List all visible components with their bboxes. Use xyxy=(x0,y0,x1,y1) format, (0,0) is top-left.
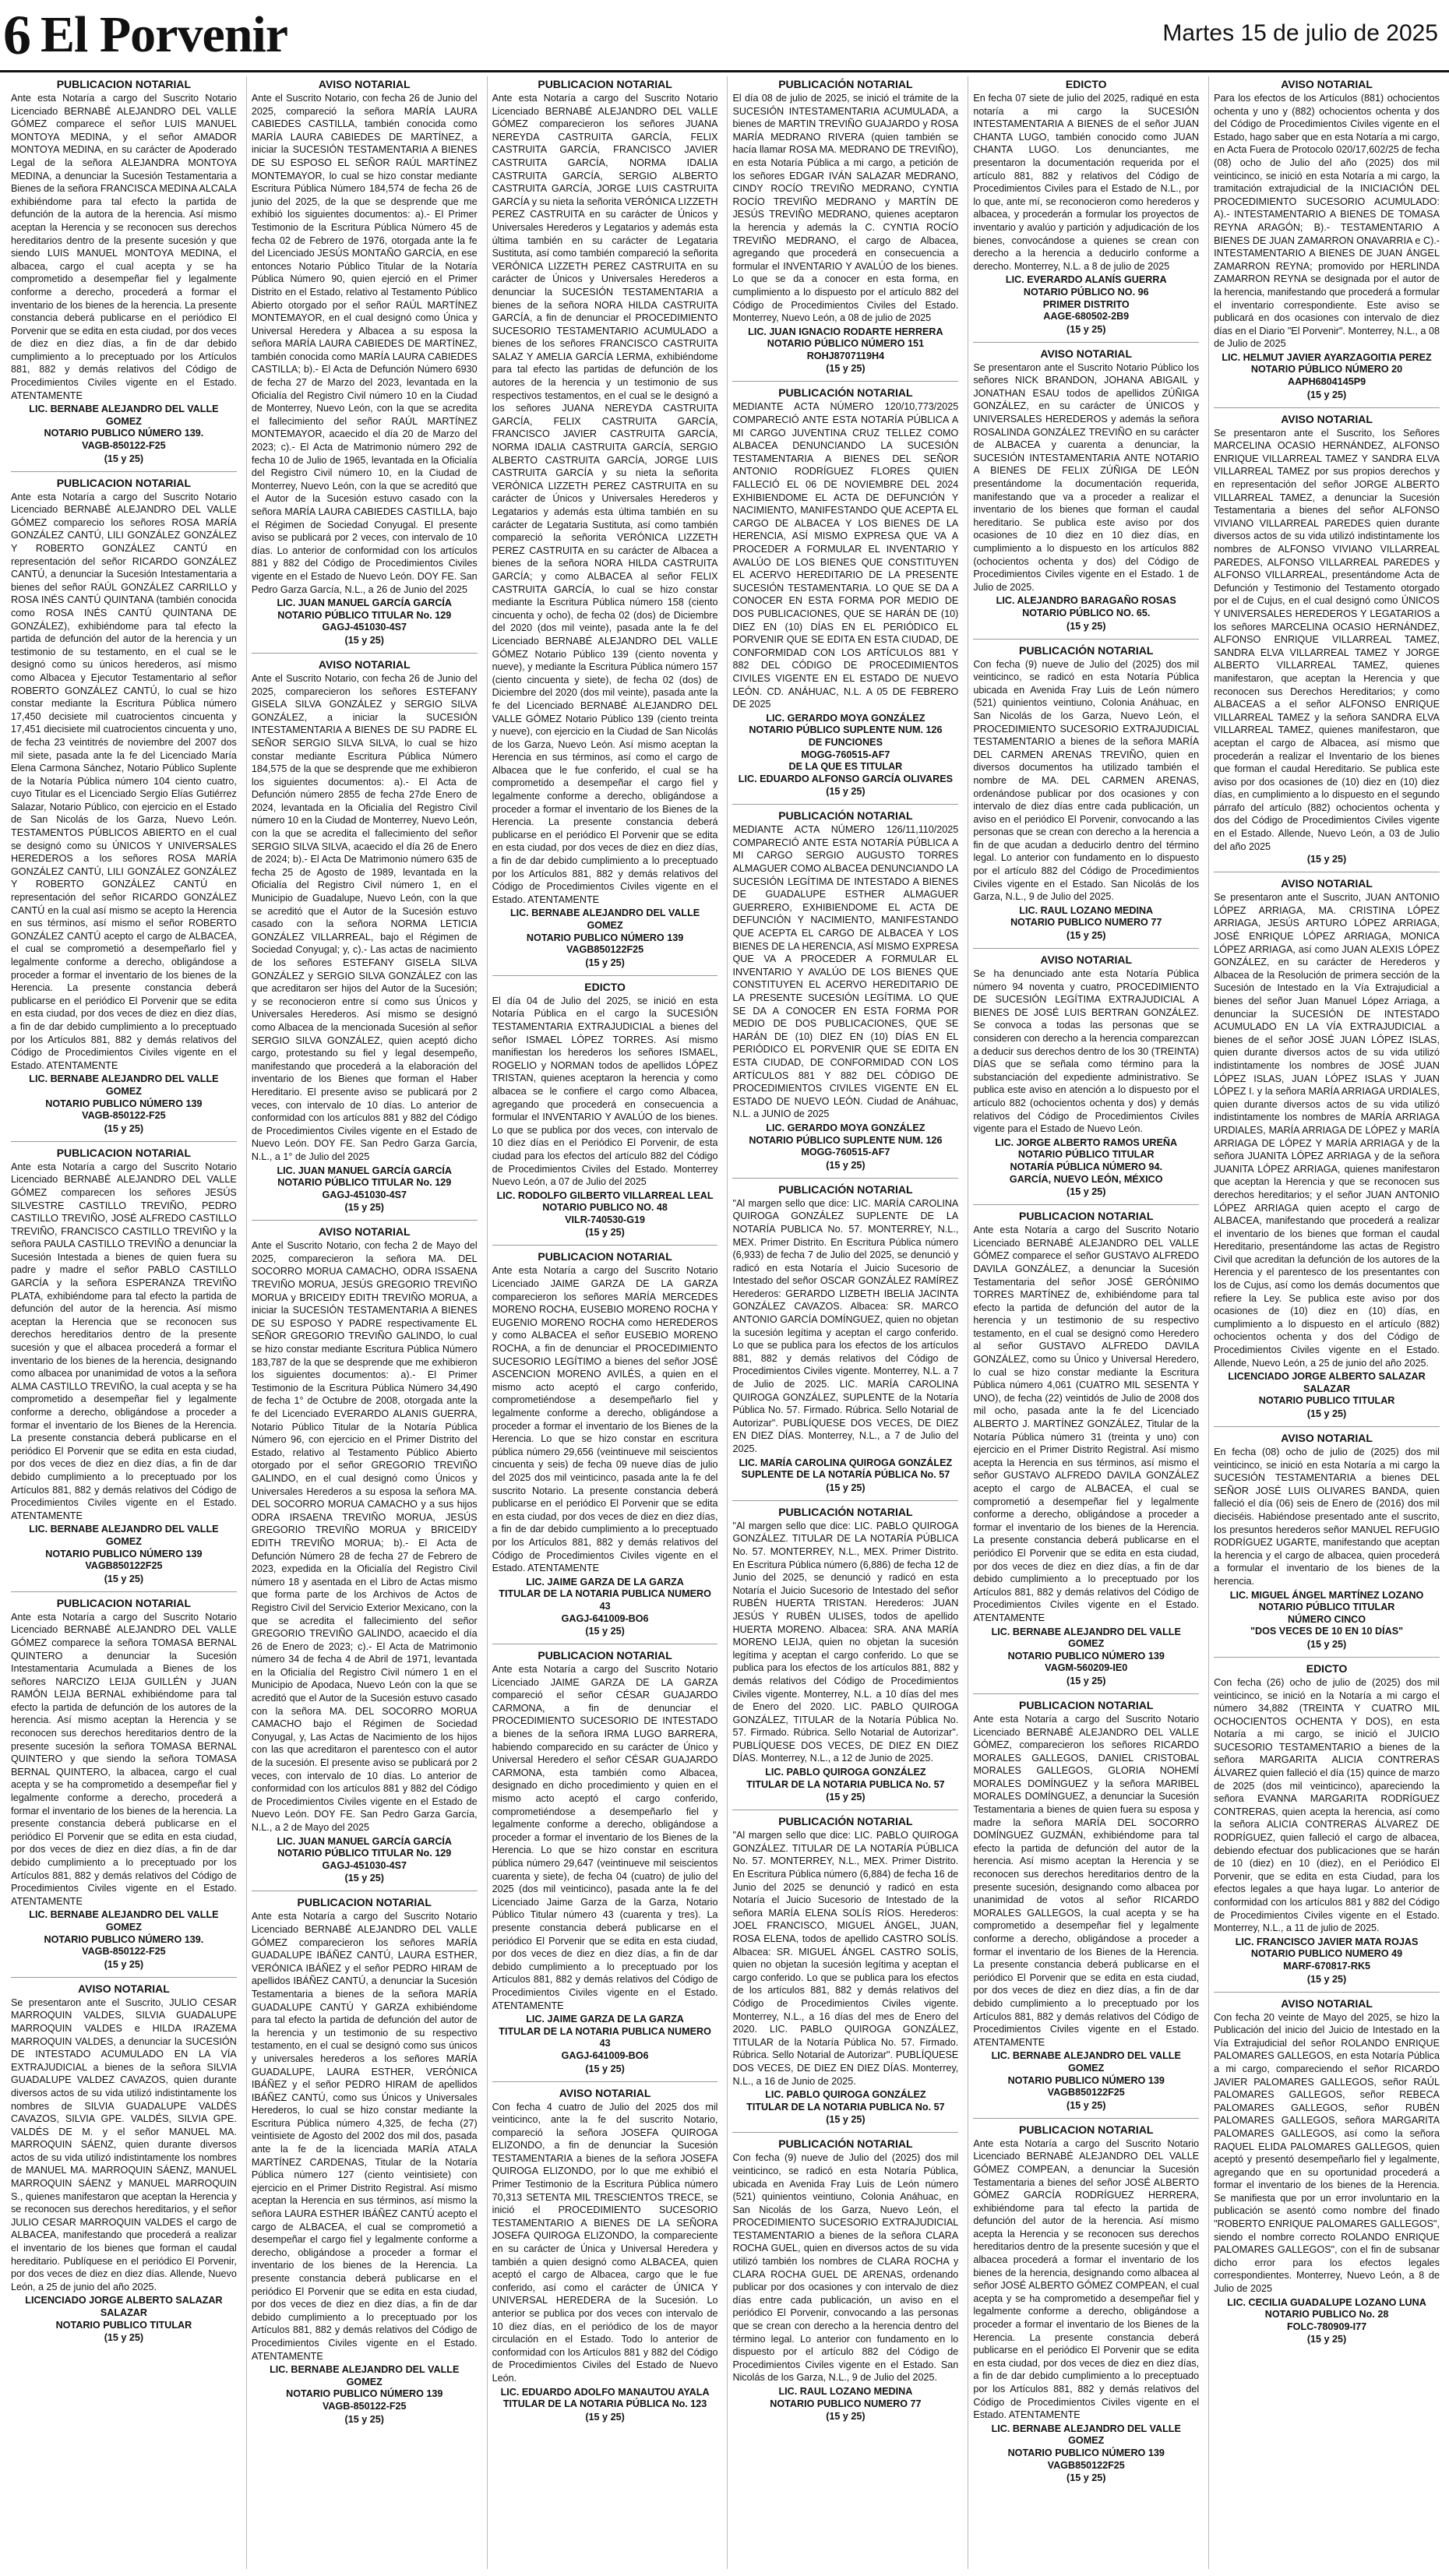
publication-dates: (15 y 25) xyxy=(1306,854,1347,865)
notice-title: AVISO NOTARIAL xyxy=(318,657,411,671)
legal-notice xyxy=(732,2137,958,2423)
legal-notice xyxy=(732,809,958,1171)
legal-notice xyxy=(252,658,478,1214)
notice-signature: LIC. FRANCISCO JAVIER MATA ROJAS NOTARIO PUBLICO NUMERO 49 MARF-670817-RK5 xyxy=(1235,1936,1419,1972)
publication-dates: (15 y 25) xyxy=(104,1573,144,1584)
notice-divider xyxy=(973,639,1199,640)
notice-title: PUBLICACION NOTARIAL xyxy=(538,78,672,90)
notice-signature: LIC. GERARDO MOYA GONZÁLEZ NOTARIO PÚBLICO SUPLENTE NUM. 126 DE FUNCIONES MOGG-760515-AF7 DE LA QUE ES TITULAR LIC. EDUARDO ALFONSO GARCÍA OLIVARES xyxy=(738,712,953,784)
publication-dates: (15 y 25) xyxy=(826,1482,866,1493)
notice-divider xyxy=(492,1245,718,1246)
notice-title: PUBLICACION NOTARIAL xyxy=(1019,1698,1154,1711)
notice-title: EDICTO xyxy=(1065,78,1107,90)
publication-dates: (15 y 25) xyxy=(1066,620,1106,632)
masthead xyxy=(0,0,1449,72)
publication-dates: (15 y 25) xyxy=(104,1958,144,1970)
publication-dates: (15 y 25) xyxy=(344,2413,384,2425)
legal-notice xyxy=(11,78,237,465)
notice-body: Se presentaron ante el Suscrito, JUAN ANTONIO LÓPEZ ARRIAGA, MA. CRISTINA LÓPEZ ARRIAGA, JESÚS ARTURO LÓPEZ ARRIAGA, JOSÉ ENRIQUE LÓPEZ ARRIAGA, MONICA LÓPEZ ARRIAGA, así como JUAN ALEXIS LÓPEZ GONZÁLEZ, en su carácter de Herederos y Albacea de la Resolución de primera sección de la Sucesión de Intestado en la Vía Extrajudicial a bienes del señor Juan Manuel López Arriaga, a denunciar la SUCESIÓN DE INTESTADO ACUMULADO EN LA VÍA EXTRAJUDICIAL a bienes de el señor JOSÉ JUAN LÓPEZ ISLAS, quien durante diversos actos de su vida utilizó indistintamente los nombres de JOSÉ JUAN LÓPEZ ISLAS, JUAN LÓPEZ ISLAS Y JUAN LÓPEZ I. y la señora MARÍA ARRIAGA URDIALES, quien durante diversos actos de su vida utilizó indistintamente los nombres de MARÍA ARRIAGA URDIALES, MARÍA ARRIAGA DE LÓPEZ y MARÍA ARRIAGA DE LÓPEZ Y MARÍA ARRIAGA y de la señora JUANITA LÓPEZ ARRIAGA y de la señora JUANITA LÓPEZ ARRIAGA, quienes manifestaron que aceptan la Herencia y que se reconocen sus derechos hereditarios; y el señor JUAN ANTONIO LÓPEZ ARRIAGA quien acepto el cargo de ALBACEA, manifestando que procederá a realizar el inventario de los bienes que forman el caudal Hereditario, presentándome las actas de Registro Civil que acreditan la defunción de los autores de la Herencia y el parentesco de los presentantes con los de Cujus, así como los demás documentos que refiere la Ley. Se publica este aviso por dos ocasiones de (10) diez en (10) días, en cumplimiento a lo dispuesto en el artículo (882) ochocientos ochenta y dos del Código de Procedimientos Civiles vigente en el Estado. Allende, Nuevo León, a 25 de junio del año 2025. xyxy=(1214,892,1440,1369)
notice-title: PUBLICACIÓN NOTARIAL xyxy=(778,809,913,823)
publication-dates: (15 y 25) xyxy=(104,453,144,464)
notice-title: PUBLICACION NOTARIAL xyxy=(56,1596,192,1609)
notice-body: Ante esta Notaría a cargo del Suscrito Notario Licenciado BERNABÉ ALEJANDRO DEL VALLE GÓMEZ comparecieron los señores MARÍA GUADALUPE IBÁÑEZ CANTÚ, LAURA ESTHER, VERÓNICA IBÁÑEZ y el señor PEDRO HIRAM de apellidos IBÁÑEZ CANTÚ, a denunciar la Sucesión Testamentaria a bienes de la señora MARÍA GUADALUPE CANTÚ Y GARZA exhibiéndome para tal efecto la partida de defunción del autor de la herencia y un testimonio de su respectivo testamento, en el cual se designó como sus únicos y universales herederos a los señores MARÍA GUADALUPE, LAURA ESTHER, VERÓNICA IBÁÑEZ y el señor PEDRO HIRAM de apellidos IBÁÑEZ CANTÚ, como sus Únicos y Universales Herederos, lo cual se hizo constar mediante la Escritura Pública número 4,325, de fecha (27) veintisiete de Agosto del 2002 dos mil dos, pasada ante la fe de la licenciada MARÍA ATALA MARTÍNEZ CARDENAS, Titular de la Notaría Pública número 127 (ciento veintisiete) con ejercicio en el Primer Distrito Registral. Así mismo aceptan la Herencia en sus términos, así mismo la señora LAURA ESTHER IBÁÑEZ CANTÚ acepto el cargo de ALBACEA, el cual se comprometió a desempeñar el cargo fiel y legalmente conforme a derecho, obligándose a proceder a formar el inventario de los bienes de la Herencia. La presente constancia deberá publicarse en el periódico El Porvenir que se edita en esta ciudad, por dos veces de diez en diez días, a fin de dar debido cumplimiento a lo preceptuado por los Artículos 881, 882 y demás relativos del Código de Procedimientos Civiles vigente en el Estado. ATENTAMENTE xyxy=(251,1911,478,2362)
publication-dates: (15 y 25) xyxy=(344,634,384,646)
notice-title: AVISO NOTARIAL xyxy=(318,1225,411,1239)
notice-body: Se presentaron ante el Suscrito Notario Público los señores NICK BRANDON, JOHANA ABIGAIL y JONATHAN ESAU todos de apellidos ZÚÑIGA GONZÁLEZ, en su carácter de ÚNICOS y UNIVERSALES HEREDEROS y además la señora ROSALINDA GONZÁLEZ TREVIÑO en su carácter de ALBACEA y cuarenta a denunciar, la SUCESIÓN INTESTAMENTARIA ANTE NOTARIO A BIENES DE FELIX ZÚÑIGA DE LEÓN presentándome la documentación requerida, manifestando que va a proceder a realizar el inventario de los bienes que forman el caudal hereditario. Se publica este aviso por dos ocasiones de 10 diez en 10 diez días, en cumplimiento a lo dispuesto en los artículos 882 (ochocientos ochenta y dos) del Código de Procedimientos Civiles vigente en el Estado. 1 de Julio de 2025. xyxy=(973,361,1200,593)
notice-body: Se ha denunciado ante esta Notaría Pública número 94 noventa y cuatro, PROCEDIMIENTO DE SUCESIÓN LEGÍTIMA EXTRAJUDICIAL A BIENES DE JOSÉ LUIS BERTRAN GONZÁLEZ. Se convoca a todas las personas que se consideren con derecho a la herencia comparezcan a deducir sus derechos dentro de los 30 (TREINTA) DÍAS que se señala como término para la substanciación del expediente administrativo. Se publica este aviso en atención a lo dispuesto por el artículo 882 (ochocientos ochenta y dos) y demás relativos del Código de Procedimientos Civiles vigente para el Estado de Nuevo León. xyxy=(973,968,1200,1135)
notice-title: PUBLICACION NOTARIAL xyxy=(56,476,192,489)
notice-body: Se presentaron ante el Suscrito, JULIO CESAR MARROQUIN VALDES, SILVIA GUADALUPE MARROQUIN VALDES e HILDA IRAZEMA MARROQUIN VALDES, a denunciar la SUCESIÓN DE INTESTADO ACUMULADO EN LA VÍA EXTRAJUDICIAL a bienes de la señora SILVIA GUADALUPE VALDEZ CAVAZOS, quien durante diversos actos de su vida utilizó indistintamente los nombres de SILVIA GUADALUPE VALDÉS CAVAZOS, SILVIA GPE. VALDÉS, SILVIA GPE. VALDÉS DE M. y el señor MANUEL MA. MARROQUIN SÁENZ, quien durante diversos actos de su vida utilizó indistintamente los nombres de MANUEL MA. MARROQUIN SÁENZ, MANUEL MARROQUIN SÁENZ y MANUEL MARROQUIN S., quienes manifestaron que aceptan la Herencia y se reconocen sus derechos hereditarios, y el señor JULIO CESAR MARROQUIN VALDES el cargo de ALBACEA, manifestando que procederá a realizar el inventario de los bienes que forman el caudal hereditario. Publíquese en el periódico El Porvenir, por dos veces de diez en diez días. Allende, Nuevo León, a 25 de junio del año 2025. xyxy=(11,1996,237,2292)
notice-title: PUBLICACION NOTARIAL xyxy=(56,1146,192,1159)
notice-divider xyxy=(252,653,478,654)
notice-body: Ante el Suscrito Notario, con fecha 26 de Junio del 2025, comparecieron los señores ESTEFANY GISELA SILVA GONZÁLEZ y SERGIO SILVA GONZÁLEZ, a iniciar la SUCESIÓN INTESTAMENTARIA A BIENES DE SU PADRE EL SEÑOR SERGIO SILVA SILVA, lo cual se hizo constar mediante Escritura Pública Número 184,575 de la que se desprende que me exhibieron los siguientes documentos: a).- El Acta de Defunción número 2855 de fecha 27de Enero de 2024, levantada en la Oficialía del Registro Civil número 10 en la Ciudad de Monterrey, Nuevo León, con la que se acredita el fallecimiento del señor SERGIO SILVA SILVA, acaecido el día 26 de Enero de 2024; b).- El Acta De Matrimonio número 635 de fecha 25 de Agosto de 1989, levantada en la Oficialía del Registro Civil número 1, en el Municipio de Guadalupe, Nuevo León, con la que se acreditó que el Autor de la Sucesión estuvo casado con la señora NORMA LETICIA GONZÁLEZ VILLARREAL, bajo el Régimen de Sociedad Conyugal; y, c).- Las actas de nacimiento de los señores ESTEFANY GISELA SILVA GONZÁLEZ y SERGIO SILVA GONZÁLEZ con las que acreditaron ser hijos del Autor de la Sucesión; y se reconocieron entre sí como sus Únicos y Universales Herederos. Así mismo se designó como Albacea de la mencionada Sucesión al señor SERGIO SILVA GONZÁLEZ, quien aceptó dicho cargo, protestando su fiel y legal desempeño, manifestando que procederá a la elaboración del inventario de los Bienes que forman el Haber Hereditario. El presente aviso se publicará por 2 veces, con intervalo de 10 días. Lo anterior de conformidad con los artículos 881 y 882 del Código de Procedimientos Civiles vigente en el Estado de Nuevo León. DOY FE. San Pedro Garza García, N.L., a 1° de Julio del 2025 xyxy=(251,672,478,1162)
notice-body: Ante el Suscrito Notario, con fecha 26 de Junio del 2025, compareció la señora MARÍA LAURA CABIEDES CASTILLA, también conocida como MARÍA LAURA CABIEDES DE MARTÍNEZ, a iniciar la SUCESIÓN TESTAMENTARIA A BIENES DE SU ESPOSO EL SEÑOR RAÚL MARTÍNEZ MONTEMAYOR, lo cual se hizo constar mediante Escritura Pública Número 184,574 de fecha 26 de junio del 2025, de la que se desprende que me exhibió los siguientes documentos: a).- El Primer Testimonio de la Escritura Pública Número 45 de fecha 02 de Febrero de 1976, otorgada ante la fe del Licenciado JESÚS MONTAÑO GARCÍA, en ese entonces Notario Público Titular de la Notaría Pública Número 90, quien ejerció en el Primer Distrito en el Estado, relativo al Testamento Público Abierto otorgado por el señor RAÚL MARTÍNEZ MONTEMAYOR, en el cual designó como Única y Universal Heredera y Albacea a su esposa la señora MARÍA LAURA CABIEDES DE MARTÍNEZ, también conocida como MARÍA LAURA CABIEDES CASTILLA; b).- El Acta de Defunción Número 6930 de fecha 27 de Marzo del 2023, levantada en la Oficialía del Registro Civil número 10 en la Ciudad de Monterrey, Nuevo León, con la que se acredita el fallecimiento del señor RAÚL MARTÍNEZ MONTEMAYOR, acaecido el día 20 de Marzo del 2023; c).- El Acta de Matrimonio número 292 de fecha 10 de Julio de 1965, levantada en la Oficialía del Registro Civil número 10, en la Ciudad de Monterrey, Nuevo León, con la que se acreditó que el Autor de la Sucesión estuvo casado con la señora MARÍA LAURA CABIEDES CASTILLA, bajo el Régimen de Sociedad Conyugal. El presente aviso se publicará por 2 veces, con intervalo de 10 días. Lo anterior de conformidad con los artículos 881 y 882 del Código de Procedimientos Civiles vigente en el Estado de Nuevo León. DOY FE. San Pedro Garza García, N.L., a 26 de Junio del 2025 xyxy=(251,93,478,595)
notice-divider xyxy=(973,1693,1199,1694)
publication-dates: (15 y 25) xyxy=(826,1792,866,1803)
notice-signature: LIC. JORGE ALBERTO RAMOS UREÑA NOTARIO PÚBLICO TITULAR NOTARÍA PÚBLICA NÚMERO 94. GARCÍA, NUEVO LEÓN, MÉXICO xyxy=(995,1136,1178,1185)
legal-notice xyxy=(492,981,718,1239)
notice-body: MEDIANTE ACTA NÚMERO 120/10,773/2025 COMPARECIÓ ANTE ESTA NOTARÍA PÚBLICA A MI CARGO JUVENTINA CRUZ TELLEZ COMO ALBACEA DENUNCIANDO LA SUCESIÓN TESTAMENTARIA A BIENES DEL SEÑOR ANTONIO RODRÍGUEZ FLORES QUIEN FALLECIÓ EL 06 DE NOVIEMBRE DEL 2024 EXHIBIENDOME EL ACTA DE DEFUNCIÓN Y NACIMIENTO, MANIFESTANDO QUE ACEPTA EL CARGO DE ALBACEA Y LOS BIENES DE LA HERENCIA, ASÍ MISMO EXPRESA QUE VA A PROCEDER A FORMULAR EL INVENTARIO Y AVALÚO DE LOS BIENES QUE CONSTITUYEN EL ACERVO HEREDITARIO DE LA PRESENTE SUCESIÓN TESTAMENTARIA. LO QUE SE DA A CONOCER EN ESTA FORMA POR MEDIO DE DOS PUBLICACIONES, QUE SE HARÁN DE (10) DIEZ EN (10) DÍAS EN EL PERIÓDICO EL PORVENIR QUE SE EDITA EN ESTA CIUDAD, DE CONFORMIDAD CON LOS ARTÍCULOS 881 Y 882 DEL CÓDIGO DE PROCEDIMIENTOS CIVILES VIGENTE EN EL ESTADO DE NUEVO LEÓN. CD. ANÁHUAC, N.L. A 05 DE FEBRERO DE 2025 xyxy=(732,401,959,710)
legal-notice xyxy=(252,1225,478,1884)
legal-notice xyxy=(973,347,1199,633)
notice-signature: LIC. ALEJANDRO BARAGAÑO ROSAS NOTARIO PÚBLICO NO. 65. xyxy=(996,595,1176,618)
publication-dates: (15 y 25) xyxy=(1066,1186,1106,1198)
notice-body: Ante esta Notaría a cargo del Suscrito Notario Licenciado BERNABÉ ALEJANDRO DEL VALLE GÓMEZ comparecieron los señores JUANA NEREYDA CASTRUITA GARCÍA, FELIX CASTRUITA GARCÍA, FRANCISCO JAVIER CASTRUITA GARCÍA, NORMA IDALIA CASTRUITA GARCÍA, SERGIO ALBERTO CASTRUITA GARCÍA, JORGE LUIS CASTRUITA GARCÍA y su nieta la señorita VERÓNICA LIZZETH PEREZ CASTRUITA en su carácter de Únicos y Universales Herederos y Legatarios y además esta última también en su carácter de Legataria Sustituta, así como también compareció la señorita VERÓNICA LIZZETH PEREZ CASTRUITA en su carácter de Únicos y Universales Herederos a denunciar la SUCESIÓN TESTAMENTARIA a bienes de la señora NORA HILDA CASTRUITA GARCÍA, a fin de denunciar el PROCEDIMIENTO SUCESORIO TESTAMENTARIO ACUMULADO a bienes de los señores FRANCISCO CASTRUITA SALAZ Y AMELIA GARCÍA LERMA, exhibiéndome para tal efecto las partidas de defunción de los autores de la herencia y un testimonio de sus respectivos testamentos, en el cual se le designó a los señores JUANA NEREYDA CASTRUITA GARCÍA, FELIX CASTRUITA GARCÍA, FRANCISCO JAVIER CASTRUITA GARCÍA, NORMA IDALIA CASTRUITA GARCÍA, SERGIO ALBERTO CASTRUITA GARCÍA, JORGE LUIS CASTRUITA GARCÍA y su nieta la señorita VERÓNICA LIZZETH PEREZ CASTRUITA en su carácter de Únicos y Universales Herederos y Legatarios y además esta última también en su carácter de Legataria Sustituta, así como también compareció la señorita VERÓNICA LIZZETH PEREZ CASTRUITA en su carácter de Albacea a bienes de la señora NORA HILDA CASTRUITA GARCÍA; y como ALBACEA al señor FELIX CASTRUITA GARCÍA, lo cual se hizo constar mediante la Escritura Pública número 158 (ciento cincuenta y ocho), de fecha 02 (dos) de Diciembre del 2020 (dos mil veinte), pasada ante la fe del Licenciado BERNABÉ ALEJANDRO DEL VALLE GÓMEZ Notario Público 139 (ciento noventa y nueve), y mediante la Escritura Pública número 157 (ciento cincuenta y siete), de fecha 02 (dos) de Diciembre del 2020 (dos mil veinte), pasada ante la fe del Licenciado BERNABÉ ALEJANDRO DEL VALLE GÓMEZ Notario Público 139 (ciento treinta y nueve), con ejercicio en la Ciudad de San Nicolás de los Garza, Nuevo León. Así mismo aceptan la Herencia en sus términos, así como el cargo de Albacea que le fue conferido, el cual se ha comprometido a desempeñar el cargo fiel y legalmente conforme a derecho, obligándose a proceder a formar el inventario de los Bienes de la Herencia. La presente constancia deberá publicarse en el periódico El Porvenir que se edita en esta ciudad, por dos veces de diez en diez días, a fin de dar debido cumplimiento a lo preceptuado por los Artículos 881, 882 y demás relativos del Código de Procedimientos Civiles vigente en el Estado. ATENTAMENTE xyxy=(492,93,718,905)
notice-signature: LIC. BERNABE ALEJANDRO DEL VALLE GOMEZ NOTARIO PUBLICO NÚMERO 139. VAGB-850122-F25 xyxy=(29,403,219,452)
notice-divider xyxy=(973,342,1199,343)
legal-notice xyxy=(973,644,1199,942)
notice-divider xyxy=(732,804,958,805)
legal-notice xyxy=(492,1649,718,2074)
legal-notice xyxy=(732,1815,958,2126)
notice-signature: LIC. BERNABE ALEJANDRO DEL VALLE GOMEZ NOTARIO PUBLICO NÚMERO 139. VAGB-850122-F25 xyxy=(29,1909,219,1958)
notice-signature: LIC. JAIME GARZA DE LA GARZA TITULAR DE LA NOTARIA PUBLICA NUMERO 43 GAGJ-641009-BO6 xyxy=(499,1576,711,1624)
publication-dates: (15 y 25) xyxy=(826,1159,866,1171)
notice-title: AVISO NOTARIAL xyxy=(1281,877,1373,890)
notice-signature: LIC. PABLO QUIROGA GONZÁLEZ TITULAR DE LA NOTARIA PUBLICA No. 57 xyxy=(746,1767,945,1790)
notice-body: Ante esta Notaría a cargo del Suscrito Notario Licenciado BERNABÉ ALEJANDRO DEL VALLE GÓMEZ comparece el señor GUSTAVO ALFREDO DAVILA GONZÁLEZ, a denunciar la Sucesión Testamentaria del señor JOSÉ GERÓNIMO TORRES MARTÍNEZ de, exhibiéndome para tal efecto la partida de defunción del autor de la herencia y un testimonio de su respectivo testamento, en el cual se designó como Heredero al señor GUSTAVO ALFREDO DAVILA GONZÁLEZ, como su Único y Universal Heredero, lo cual se hizo constar mediante la Escritura Pública número 4,061 (CUATRO MIL SESENTA Y UNO), de fecha (22) veintidós de Julio de 2008 dos mil ocho, pasada ante la fe del Licenciado ALBERTO J. MARTÍNEZ GONZÁLEZ, Titular de la Notaría Pública número 31 (treinta y uno) con ejercicio en el Primer Distrito Registral. Así mismo acepta la Herencia en sus términos, así mismo el señor GUSTAVO ALFREDO DAVILA GONZÁLEZ acepto el cargo de ALBACEA, el cual se comprometió a desempeñar fiel y legalmente conforme a derecho, obligándose a proceder a formar el inventario de los bienes de la Herencia. La presente constancia deberá publicarse en el periódico El Porvenir que se edita en esta ciudad, por dos veces de diez en diez días, a fin de dar debido cumplimiento a lo preceptuado por los Artículos 881, 882 y demás relativos del Código de Procedimientos Civiles vigente en el Estado. ATENTAMENTE xyxy=(973,1225,1200,1623)
legal-notice xyxy=(973,1210,1199,1687)
issue-date: Martes 15 de julio de 2025 xyxy=(1162,20,1438,46)
notice-body: El día 08 de julio de 2025, se inició el trámite de la SUCESIÓN INTESTAMENTARIA ACUMULADA, a bienes de MARTIN TREVIÑO GUAJARDO y ROSA MARÍA MEDRANO RIVERA (quien también se hacía llamar ROSA MA. MEDRANO DE TREVIÑO), en esta Notaría Pública a mi cargo, a petición de los señores EDGAR IVÁN SALAZAR MEDRANO, CINDY ROCÍO TREVIÑO MEDRANO, CYNTIA ROCÍO TREVIÑO MEDRANO y MARTÍN DE JESÚS TREVIÑO MEDRANO, quienes aceptaron la herencia y además la C. CYNTIA ROCÍO TREVIÑO MEDRANO, el cargo de Albacea, agregando que procederá en consecuencia a formular el INVENTARIO Y AVALÚO de los bienes. Lo que se da a conocer en esta forma, en cumplimiento a lo dispuesto por el artículo 882 del Código de Procedimientos Civiles del Estado. Monterrey, Nuevo León, a 08 de julio de 2025 xyxy=(732,93,959,324)
notice-body: Con fecha 4 cuatro de Julio del 2025 dos mil veinticinco, ante la fe del suscrito Notario, compareció la señora JOSEFA QUIROGA ELIZONDO, a fin de denunciar la Sucesión TESTAMENTARIA a bienes de la señora JOSEFA QUIROGA ELIZONDO, por lo que me exhibió el Primer Testimonio de la Escritura Pública número 70,313 SETENTA MIL TRESCIENTOS TRECE, se inició el PROCEDIMIENTO SUCESORIO TESTAMENTARIO A BIENES DE LA SEÑORA JOSEFA QUIROGA ELIZONDO, la compareciente en su carácter de Única y Universal Heredera y también a quien designó como ALBACEA, quien aceptó el cargo de Albacea, cargo que le fue conferido, así como el carácter de ÚNICA Y UNIVERSAL HEREDERA de la Sucesión. Lo anterior se publica por dos veces con intervalo de 10 diez días, en el periódico de los de mayor circulación en el Estado. Todo lo anterior de conformidad con los Artículos 881 y 882 del Código de Procedimientos Civiles del Estado de Nuevo León. xyxy=(492,2101,718,2384)
classifieds-columns xyxy=(6,76,1444,2569)
notice-divider xyxy=(11,1141,237,1142)
legal-notice xyxy=(1214,413,1440,866)
legal-notice xyxy=(492,78,718,969)
notice-signature: LIC. RAUL LOZANO MEDINA NOTARIO PUBLICO NUMERO 77 xyxy=(1010,904,1162,929)
notice-divider xyxy=(1214,1992,1440,1993)
notice-title: AVISO NOTARIAL xyxy=(559,2086,651,2099)
publication-dates: (15 y 25) xyxy=(104,1122,144,1134)
notice-body: Ante el Suscrito Notario, con fecha 2 de Mayo del 2025, comparecieron la señora MA. DEL SOCORRO MORUA CAMACHO, ODRA ISSAENA TREVIÑO MORUA, JESÚS GREGORIO TREVIÑO MORUA y BRICEIDY EDITH TREVIÑO MORUA, a iniciar la SUCESIÓN TESTAMENTARIA A BIENES DE SU ESPOSO Y PADRE respectivamente EL SEÑOR GREGORIO TREVIÑO GALINDO, lo cual se hizo constar mediante Escritura Pública Número 183,787 de la que se desprende que me exhibieron los siguientes documentos: a).- El Primer Testimonio de la Escritura Pública Número 34,490 de fecha 1° de Octubre de 2008, otorgada ante la fe del Licenciado EVERARDO ALANIS GUERRA, Notario Público Titular de la Notaría Pública Número 96, con ejercicio en el Primer Distrito del Estado, relativo al Testamento Público Abierto otorgado por el señor GREGORIO TREVIÑO GALINDO, en el cual designó como Únicos y Universales Herederos a su esposa la señora MA. DEL SOCORRO MORUA CAMACHO y a sus hijos ODRA IRSAENA TREVIÑO MORUA, JESÚS GREGORIO TREVIÑO MORUA y BRICEIDY EDITH TREVIÑO MORUA; b).- El Acta de Defunción Número 28 de fecha 27 de Febrero de 2023, expedida en la Oficialía del Registro Civil número 18 y asentada en el Libro de Actas mismo que forma parte de los Archivos de Actos de Registro Civil del Servicio Exterior Mexicano, con la que se acredita el fallecimiento del señor GREGORIO TREVIÑO GALINDO, acaecido el día 26 de Enero de 2023; c).- El Acta de Matrimonio número 34 de fecha 4 de Abril de 1971, levantada en la Oficialía del Registro Civil número 1 en el Municipio de Apodaca, Nuevo León con la que se acreditó que el Autor de la Sucesión estuvo casado con la señora MA. DEL SOCORRO MORUA CAMACHO bajo el Régimen de Sociedad Conyugal, y, Las Actas de Nacimiento de los hijos con las que acreditaron el parentesco con el autor de la sucesión. El presente aviso se publicará por 2 veces, con intervalo de 10 días. Lo anterior de conformidad con los artículos 881 y 882 del Código de Procedimientos Civiles vigente en el Estado de Nuevo León. DOY FE. San Pedro Garza García, N.L., a 2 de Mayo del 2025 xyxy=(251,1240,478,1833)
publication-dates: (15 y 25) xyxy=(1066,323,1106,335)
notice-title: PUBLICACION NOTARIAL xyxy=(297,1896,432,1909)
publication-dates: (15 y 25) xyxy=(1306,1638,1347,1650)
notice-divider xyxy=(11,1977,237,1978)
publication-dates: (15 y 25) xyxy=(826,363,866,375)
notice-divider xyxy=(11,1591,237,1592)
column-1 xyxy=(6,76,242,2569)
notice-title: PUBLICACION NOTARIAL xyxy=(56,78,192,90)
legal-notice xyxy=(973,953,1199,1198)
notice-body: "Al margen sello que dice: LIC. PABLO QUIROGA GONZÁLEZ. TITULAR DE LA NOTARÍA PÚBLICA No. 57. MONTERREY, N.L., MEX. Primer Distrito. En Escritura Pública número (6,884) de fecha 16 de Junio del 2025 se denunció y radicó en esta Notaría el Juicio Sucesorio de Intestado de la señora MARÍA ELENA SOLÍS RÍOS. Herederos: JOEL FRANCISCO, MIGUEL ÁNGEL, JUAN, ROSA ELENA, todos de apellido CASTRO SOLÍS. Albacea: SR. MIGUEL ÁNGEL CASTRO SOLÍS, quien no objetan la sucesión legítima y aceptan el cargo conferido. Lo que se publica para los efectos de los artículos 881, 882 y demás relativos del Código de Procedimientos Civiles vigente. Monterrey, N.L., a 16 días del mes de Enero del 2020. LIC. PABLO QUIROGA GONZÁLEZ, TITULAR de la Notaría Pública No. 57. Firmado. Rúbrica. Sello Notarial de Autorizar". PUBLÍQUESE DOS VECES, DE DIEZ EN DIEZ DÍAS. Monterrey, N.L., a 16 de Junio de 2025. xyxy=(732,1830,959,2087)
notice-divider xyxy=(252,1220,478,1221)
publication-dates: (15 y 25) xyxy=(1066,930,1106,942)
notice-title: EDICTO xyxy=(1306,1662,1348,1675)
notice-signature: LIC. MIGUEL ÁNGEL MARTÍNEZ LOZANO NOTARIO PÚBLICO TITULAR NÚMERO CINCO "DOS VECES DE 10 EN 10 DÍAS" xyxy=(1229,1589,1424,1637)
notice-body: Se presentaron ante el Suscrito, los Señores MARCELINA OCASIO HERNÁNDEZ, ALFONSO ENRIQUE VILLARREAL TAMEZ Y SANDRA ELVA VILLARREAL TAMEZ por sus propios derechos y en representación del señor JORGE ALBERTO VILLARREAL TAMEZ, a denunciar la Sucesión Testamentaria a bienes del señor ALFONSO VIVIANO VILLARREAL PAREDES quien durante diversos actos de su vida utilizó indistintamente los nombres de ALFONSO VIVIANO VILLARREAL PAREDES, ALFONSO VILLARREAL PAREDES y ALFONSO VILLARREAL, presentándome Acta de Defunción y Testimonio del Testamento otorgado por el de Cujus, en el cual designó como ÚNICOS Y UNIVERSALES HEREDEROS Y LEGATARIOS a los señores MARCELINA OCASIO HERNÁNDEZ, ALFONSO ENRIQUE VILLARREAL TAMEZ, SANDRA ELVA VILLARREAL TAMEZ Y JORGE ALBERTO VILLARREAL TAMEZ, quienes manifestaron, que aceptan la Herencia y que reconocen sus Derechos Hereditarios; y como ALBACEAS a el señor ALFONSO ENRIQUE VILLARREAL TAMEZ y la señora SANDRA ELVA VILLARREAL TAMEZ, quienes manifestaron, que aceptan el cargo de Albacea, así mismo que procederán a realizar el Inventario de los bienes que forman el caudal Hereditario. Se publica este aviso por dos ocasiones de (10) diez en (10) diez días, en cumplimiento a lo dispuesto en el segundo párrafo del artículo (882) ochocientos ochenta y dos del Código de Procedimientos Civiles vigente en el Estado. Allende, Nuevo León, a 03 de Julio del año 2025 xyxy=(1214,427,1440,852)
notice-divider xyxy=(492,975,718,976)
notice-divider xyxy=(1214,1426,1440,1427)
notice-title: AVISO NOTARIAL xyxy=(318,78,411,90)
notice-title: EDICTO xyxy=(584,980,626,993)
notice-divider xyxy=(732,2132,958,2133)
notice-divider xyxy=(973,948,1199,949)
notice-signature: LIC. EDUARDO ADOLFO MANAUTOU AYALA TITULAR DE LA NOTARIA PÚBLICA No. 123 xyxy=(500,2386,710,2410)
legal-notice xyxy=(1214,1997,1440,2346)
legal-notice xyxy=(1214,78,1440,401)
legal-notice xyxy=(1214,1432,1440,1651)
notice-body: Ante esta Notaría a cargo del Suscrito Notario Licenciado BERNABÉ ALEJANDRO DEL VALLE GÓMEZ comparece el señor LUIS MANUEL MONTOYA MEDINA, y el señor AMADOR MONTOYA MEDINA, en su carácter de Apoderado Legal de la señora ALEJANDRA MONTOYA MEDINA, a denunciar la Sucesión Testamentaria a Bienes de la señora FRANCISCA MEDINA ALCALA exhibiéndome para tal efecto la partida de defunción de la autora de la herencia. Así mismo aceptan la Herencia y se reconocen sus derechos hereditarios dentro de la presente sucesión y que siendo LUIS MANUEL MONTOYA MEDINA, el albacea, cargo el cual acepta y se ha comprometido a desempeñar fiel y legalmente conforme a derecho, procederá a formar el inventario de los bienes de la herencia. La presente constancia deberá publicarse en el periódico El Porvenir que se edita en esta ciudad, por dos veces de diez en diez días, a fin de dar debido cumplimiento a lo preceptuado por los Artículos 881, 882 y demás relativos del Código de Procedimientos Civiles vigente en el Estado. ATENTAMENTE xyxy=(11,93,237,401)
notice-signature: LIC. BERNABE ALEJANDRO DEL VALLE GOMEZ NOTARIO PUBLICO NÚMERO 139 VAGB-850122-F25 xyxy=(29,1073,219,1122)
legal-notice xyxy=(492,2087,718,2423)
notice-divider xyxy=(492,2081,718,2082)
notice-title: AVISO NOTARIAL xyxy=(1040,347,1133,360)
notice-title: PUBLICACIÓN NOTARIAL xyxy=(778,78,913,90)
legal-notice xyxy=(11,1147,237,1585)
publication-dates: (15 y 25) xyxy=(585,1227,625,1239)
publication-dates: (15 y 25) xyxy=(585,957,625,968)
notice-signature: LICENCIADO JORGE ALBERTO SALAZAR SALAZAR NOTARIO PUBLICO TITULAR xyxy=(1228,1371,1426,1407)
page-number: 6 xyxy=(3,4,31,66)
notice-title: AVISO NOTARIAL xyxy=(1281,412,1373,425)
publication-dates: (15 y 25) xyxy=(344,1873,384,1884)
legal-notice xyxy=(252,78,478,647)
notice-title: PUBLICACION NOTARIAL xyxy=(1019,2123,1154,2136)
legal-notice xyxy=(732,1506,958,1803)
notice-body: En fecha 07 siete de julio del 2025, radiqué en esta notaría a mi cargo la SUCESIÓN INTESTAMENTARIA A BIENES de el señor JUAN CHANTA LUGO, también conocido como JUAN CHANTA LUGO. Los denunciantes, me presentaron la documentación requerida por el artículo 881, 882 y relativos del Código de Procedimientos Civiles para el Estado de N.L., por lo que, ante mí, se reconocieron como herederos y albacea, y procederán a formular los proyectos de inventario y avalúo y partición y adjudicación de los bienes, convocándose a quienes se crean con derecho a la herencia a deducirlo conforme a derecho. Monterrey, N.L. a 8 de julio de 2025 xyxy=(973,93,1200,272)
publication-dates: (15 y 25) xyxy=(585,2411,625,2423)
column-6 xyxy=(1208,76,1444,2569)
notice-signature: LIC. BERNABE ALEJANDRO DEL VALLE GOMEZ NOTARIO PUBLICO NÚMERO 139 VAGB850122F25 xyxy=(509,907,700,956)
notice-title: AVISO NOTARIAL xyxy=(1281,78,1373,90)
publication-dates: (15 y 25) xyxy=(826,786,866,798)
notice-body: Ante esta Notaría a cargo del Suscrito Notario Licenciado BERNABÉ ALEJANDRO DEL VALLE GÓMEZ comparecen los señores JESÚS SILVESTRE CASTILLO TREVIÑO, PEDRO CASTILLO TREVIÑO, JOSÉ ALFREDO CASTILLO TREVIÑO, FRANCISCO CASTILLO TREVIÑO y la señora PAULA CASTILLO TREVIÑO a denunciar la Sucesión Intestada a bienes de quien fuera su padre y madre el señor PABLO CASTILLO GARCÍA y la señora ESPERANZA TREVIÑO PLATA, exhibiéndome para tal efecto la partida de defunción del autor de la herencia. Así mismo aceptan la Herencia que se reconocen sus derechos hereditarios dentro de la presente sucesión y que el albacea procederá a formar el inventario de los bienes de la herencia, designando como albacea por unanimidad de votos a la señora ALMA CASTILLO TREVIÑO, la cual acepta y se ha comprometido a desempeñar fiel y legalmente conforme a derecho, obligándose a proceder a formar el inventario de los Bienes de la Herencia. La presente constancia deberá publicarse en el periódico El Porvenir que se edita en esta ciudad, por dos veces de diez en diez días, a fin de dar debido cumplimiento a lo preceptuado por los Artículos 881, 882 y demás relativos del Código de Procedimientos Civiles vigente en el Estado. ATENTAMENTE xyxy=(11,1161,237,1521)
notice-divider xyxy=(732,1178,958,1179)
notice-signature: LICENCIADO JORGE ALBERTO SALAZAR SALAZAR NOTARIO PUBLICO TITULAR xyxy=(25,2295,223,2331)
notice-signature: LIC. BERNABE ALEJANDRO DEL VALLE GOMEZ NOTARIO PUBLICO NÚMERO 139 VAGM-560209-IE0 xyxy=(991,1626,1181,1674)
notice-title: PUBLICACION NOTARIAL xyxy=(538,1649,672,1662)
notice-signature: LIC. JUAN IGNACIO RODARTE HERRERA NOTARIO PÚBLICO NÚMERO 151 ROHJ8707119H4 xyxy=(748,326,943,361)
publication-dates: (15 y 25) xyxy=(1066,2472,1106,2484)
publication-dates: (15 y 25) xyxy=(1066,1675,1106,1686)
legal-notice xyxy=(973,78,1199,336)
column-3 xyxy=(487,76,723,2569)
notice-body: Con fecha (9) nueve de Julio del (2025) dos mil veinticinco, se radicó en esta Notaría Pública, ubicada en Avenida Fray Luis de León número (521) quinientos veintiuno, Colonia Anáhuac, en San Nicolás de los Garza, Nuevo León, el PROCEDIMIENTO SUCESORIO EXTRAJUDICIAL TESTAMENTARIO a bienes de la señora CLARA ROCHA GUEL, quien en diversos actos de su vida utilizó también los nombres de CLARA ROCHA y CLARA ROCHA GUEL DE ARENAS, ordenando publicar por dos ocasiones y con intervalo de diez días entre cada publicación, un aviso en el periódico El Porvenir, convocando a las personas que se crean con derecho a la herencia dentro del término legal. Lo anterior con fundamento en lo dispuesto por el artículo 882 del Código de Procedimientos Civiles vigente en el Estado. San Nicolás de los Garza, N.L., 9 de Julio del 2025. xyxy=(732,2152,959,2384)
newspaper-title: El Porvenir xyxy=(41,6,288,63)
notice-title: PUBLICACION NOTARIAL xyxy=(1019,1210,1154,1223)
publication-dates: (15 y 25) xyxy=(826,2411,866,2423)
legal-notice xyxy=(492,1250,718,1637)
notice-title: AVISO NOTARIAL xyxy=(1040,953,1133,967)
notice-signature: LIC. JUAN MANUEL GARCÍA GARCÍA NOTARIO PÚBLICO TITULAR No. 129 GAGJ-451030-4S7 xyxy=(277,1835,453,1871)
notice-body: El día 04 de Julio del 2025, se inició en esta Notaría Pública en el cargo la SUCESIÓN TESTAMENTARIA EXTRAJUDICIAL a bienes del señor ISMAEL LÓPEZ TORRES. Así mismo manifiestan los herederos los señores ISMAEL, ROGELIO y NORMAN todos de apellidos LÓPEZ TRISTAN, quienes aceptaron la herencia y como albacea se le confiere el cargo como Albacea, agregando que procederá en consecuencia a formular el INVENTARIO Y AVALÚO de los bienes. Lo que se publica por dos veces, con intervalo de 10 diez días en el Periódico El Porvenir, de esta ciudad para los efectos del artículo 882 del Código de Procedimientos Civiles del Estado. Monterrey Nuevo León, a 07 de Julio del 2025 xyxy=(492,995,718,1188)
notice-divider xyxy=(973,2118,1199,2119)
notice-title: AVISO NOTARIAL xyxy=(78,1982,170,1995)
notice-signature: LIC. JUAN MANUEL GARCÍA GARCÍA NOTARIO PÚBLICO TITULAR No. 129 GAGJ-451030-4S7 xyxy=(277,1165,453,1200)
publication-dates: (15 y 25) xyxy=(1306,389,1347,400)
notice-body: "Al margen sello que dice: LIC. MARÍA CAROLINA QUIROGA GONZÁLEZ SUPLENTE DE LA NOTARÍA PUBLICA No. 57. MONTERREY, N.L., MEX. Primer Distrito. En Escritura Pública número (6,933) de fecha 7 de Julio del 2025, se denunció y radicó en esta Notaría el Juicio Sucesorio de Intestado del señor OSCAR GONZÁLEZ RAMÍREZ Herederos: GERARDO LIZBETH IBELIA JACINTA GONZÁLEZ CAVAZOS. Albacea: SR. MARCO ANTONIO GARCÍA DOMÍNGUEZ, quien no objetan la sucesión legítima y aceptan el cargo conferido. Lo que se publica para los efectos de los artículos 881, 882 y demás relativos del Código de Procedimientos Civiles vigente. Monterrey, N.L. a 7 de Julio de 2025. LIC. MARÍA CAROLINA QUIROGA GONZÁLEZ, SUPLENTE de la Notaría Pública No. 57. Firmado. Rúbrica. Sello Notarial de Autorizar". PUBLÍQUESE DOS VECES, DE DIEZ EN DIEZ DÍAS. Monterrey, N.L., a 7 de Julio del 2025. xyxy=(732,1197,959,1454)
notice-signature: LIC. BERNABE ALEJANDRO DEL VALLE GOMEZ NOTARIO PUBLICO NÚMERO 139 VAGB850122F25 xyxy=(29,1524,219,1572)
legal-notice xyxy=(1214,1662,1440,1986)
column-2 xyxy=(246,76,482,2569)
publication-dates: (15 y 25) xyxy=(1306,1408,1347,1419)
notice-divider xyxy=(732,381,958,382)
notice-body: "Al margen sello que dice: LIC. PABLO QUIROGA GONZÁLEZ. TITULAR DE LA NOTARÍA PÚBLICA No. 57. MONTERREY, N.L., MEX. Primer Distrito. En Escritura Pública número (6,886) de fecha 12 de Junio del 2025, se denunció y radicó en esta Notaría el Juicio Sucesorio de Intestado del señor RUBÉN HUERTA TRISTAN. Herederos: JUAN JESÚS Y RUBÉN ULISES, todos de apellido HUERTA MORENO. Albacea: SRA. ANA MARÍA MORENO LEIJA, quien no objetan la sucesión legítima y aceptan el cargo conferido. Lo que se publica para los efectos de los artículos 881, 882 y demás relativos del Código de Procedimientos Civiles vigente. Monterrey, N.L. a 10 días del mes de Enero del 2020. LIC. PABLO QUIROGA GONZÁLEZ, TITULAR de la Notaría Pública No. 57. Firmado. Rúbrica. Sello Notarial de Autorizar". PUBLÍQUESE DOS VECES, DE DIEZ EN DIEZ DÍAS. Monterrey, N.L., a 12 de Junio de 2025. xyxy=(732,1520,959,1764)
notice-signature: LIC. HELMUT JAVIER AYARZAGOITIA PEREZ NOTARIO PÚBLICO NÚMERO 20 AAPH6804145P9 xyxy=(1222,351,1432,388)
notice-title: PUBLICACIÓN NOTARIAL xyxy=(778,386,913,400)
notice-divider xyxy=(1214,1657,1440,1658)
legal-notice xyxy=(11,1597,237,1971)
notice-body: Ante esta Notaría a cargo del Suscrito Notario Licenciado BERNABÉ ALEJANDRO DEL VALLE GÓMEZ, comparecieron los señores RICARDO MORALES GALLEGOS, DANIEL CRISTOBAL MORALES GALLEGOS, GLORIA NOHEMÍ MORALES DOMÍNGUEZ y la señora MARIBEL MORALES DOMÍNGUEZ, a denunciar la Sucesión Testamentaria a bienes de quien fuera su esposa y madre la señora MARÍA DEL SOCORRO DOMÍNGUEZ GUZMÁN, exhibiéndome para tal efecto la partida de defunción del autor de la herencia. Así mismo aceptan la Herencia y se reconocen sus derechos hereditarios dentro de la presente sucesión, designando como albacea por unanimidad de votos al señor RICARDO MORALES GALLEGOS, la cual acepta y se ha comprometido a desempeñar fiel y legalmente conforme a derecho, obligándose a proceder a formar el inventario de los Bienes de la Herencia. La presente constancia deberá publicarse en el periódico El Porvenir que se edita en esta ciudad, por dos veces de diez en diez días, a fin de dar debido cumplimiento a lo preceptuado por los Artículos 881, 882 y demás relativos del Código de Procedimientos Civiles vigente en el Estado. ATENTAMENTE xyxy=(973,1713,1200,2048)
notice-body: Ante esta Notaría a cargo del Suscrito Notario Licenciado BERNABÉ ALEJANDRO DEL VALLE GÓMEZ comparecio los señores ROSA MARÍA GONZÁLEZ CANTÚ, LILI GONZÁLEZ GONZÁLEZ Y ROBERTO GONZÁLEZ CANTÚ en representación del señor RICARDO GONZÁLEZ CANTÚ, a denunciar la Sucesión Intestamentaria a bienes del señor RAÚL GONZÁLEZ CARRILLO y ROSA INÉS CANTÚ QUINTANA (también conocida como ROSA INÉS CANTÚ QUINTANA DE GONZÁLEZ), exhibiéndome para tal efecto la partida de defunción del autor de la herencia y un testimonio de su testamento, en el cual se le designó como su únicos herederos, así mismo como Albacea y Ejecutor Testamentario al señor ROBERTO GONZÁLEZ CANTÚ, lo cual se hizo constar mediante la Escritura Pública número 17,450 decisiete mil cuatrocientos cincuenta y 17,451 diecisiete mil cuatrocientos cincuenta y uno, de fecha 23 veintitrés de noviembre del 2007 dos mil siete, pasada ante la fe del Licenciado María Elena Carmona Sánchez, Notario Público Suplente de la Notaría Pública número 104 ciento cuatro, cuyo Titular es el Licenciado Sergio Elías Gutiérrez Salazar, Notario Público, con ejercicio en el Estado de San Nicolás de los Garza, Nuevo León. TESTAMENTOS PÚBLICOS ABIERTO en el cual se designó como su ÚNICOS Y UNIVERSALES HEREDEROS a los señores ROSA MARÍA GONZÁLEZ CANTÚ, LILI GONZÁLEZ GONZÁLEZ Y ROBERTO GONZÁLEZ CANTÚ en representación del señor RICARDO GONZÁLEZ CANTÚ en la cual así mismo se acepto la Herencia en sus términos, así mismo el señor ROBERTO GONZÁLEZ CANTÚ acepto el cargo de ALBACEA, el cual se comprometió a desempeñarlo fiel y legalmente conforme a derecho, obligándose a proceder a formar el inventario de los bienes de la Herencia. La presente constancia deberá publicarse en el periódico El Porvenir que se edita en esta ciudad, por dos veces de diez en diez días, a fin de dar debido cumplimiento a lo preceptuado por los Artículos 881, 882 y demás relativos del Código de Procedimientos Civiles vigente en el Estado. ATENTAMENTE xyxy=(11,491,237,1071)
notice-divider xyxy=(11,471,237,472)
notice-body: Ante esta Notaría a cargo del Suscrito Notario Licenciado BERNABÉ ALEJANDRO DEL VALLE GÓMEZ COMPEAN, a denunciar la Sucesión Testamentaria a bienes del señor JOSÉ ALBERTO GÓMEZ GARCÍA RODRÍGUEZ HERRERA, exhibiéndome para tal efecto la partida de defunción del autor de la herencia. Así mismo acepta la Herencia y se reconocen sus derechos hereditarios dentro de la presente sucesión y que el albacea procederá a formar el inventario de los bienes de la herencia, designando como albacea al señor JOSÉ ALBERTO GÓMEZ COMPEAN, el cual acepta y se ha comprometido a desempeñar fiel y legalmente conforme a derecho, obligándose a proceder a formar el inventario de los Bienes de la Herencia. La presente constancia deberá publicarse en el periódico El Porvenir que se edita en esta ciudad, por dos veces de diez en diez días, a fin de dar debido cumplimiento a lo preceptuado por los Artículos 881, 882 y demás relativos del Código de Procedimientos Civiles vigente en el Estado. ATENTAMENTE xyxy=(973,2137,1200,2421)
notice-title: AVISO NOTARIAL xyxy=(1281,1432,1373,1444)
notice-title: PUBLICACIÓN NOTARIAL xyxy=(778,1182,913,1196)
notice-signature: LIC. RAUL LOZANO MEDINA NOTARIO PUBLICO NUMERO 77 xyxy=(770,2386,922,2409)
legal-notice xyxy=(732,78,958,375)
notice-body: Para los efectos de los Artículos (881) ochocientos ochenta y uno y (882) ochocientos ochenta y dos del Código de Procedimientos Civiles vigente en el Estado, hago saber que en esta Notaría a mi cargo, en Acta Fuera de Protocolo 020/17,602/25 de fecha (08) ocho de Julio del año (2025) dos mil veinticinco, se inició en esta Notaría a mi cargo, la tramitación extrajudicial de la INICIACIÓN DEL PROCEDIMIENTO SUCESORIO ACUMULADO: A).- INTESTAMENTARIO A BIENES DE TOMASA REYNA ARAGÓN; B).- TESTAMENTARIO A BIENES DE JUAN ZAMARRON ONAVARRIA e C).- INTESTAMENTARIO A BIENES DE JUAN ÁNGEL ZAMARRON REYNA; promovido por HERLINDA ZAMARRON REYNA se designada por el autor de la herencia, manifestando que procederá a formular el inventario correspondiente. Este aviso se publicará en dos ocasiones con intervalo de diez días en el Diario "El Porvenir". Monterrey, N.L., a 08 de Julio de 2025 xyxy=(1214,93,1440,350)
notice-signature: LIC. EVERARDO ALANÍS GUERRA NOTARIO PÚBLICO NO. 96 PRIMER DISTRITO AAGE-680502-2B9 xyxy=(1005,274,1167,322)
publication-dates: (15 y 25) xyxy=(344,1202,384,1214)
legal-notice xyxy=(973,1699,1199,2112)
legal-notice xyxy=(11,477,237,1135)
notice-body: Con fecha 20 veinte de Mayo del 2025, se hizo la Publicación del inicio del Juicio de Intestado en la Vía Extrajudicial del señor ROLANDO ENRIQUE PALOMARES GALLEGOS, en esta Notaría Pública a mi cargo, compareciendo el señor RICARDO JAVIER PALOMARES GALLEGOS, señor RAÚL PALOMARES GALLEGOS, señor REBECA PALOMARES GALLEGOS, señor RUBÉN PALOMARES GALLEGOS, señora MARGARITA PALOMARES GALLEGOS, así como la señora RAQUEL ELIDA PALOMARES GALLEGOS, quien aceptó y presentó desempeñarlo fiel y legalmente, agregando que en su oportunidad procederá a formar el inventario de los bienes de la Herencia. Se manifiesta que por un error involuntario en la publicación se asentó como nombre del finado "ROBERTO ENRIQUE PALOMARES GALLEGOS", siendo el nombre correcto ROLANDO ENRIQUE PALOMARES GALLEGOS", con el fin de subsanar dicho error para los efectos legales correspondientes. Monterrey, Nuevo León, a 8 de Julio de 2025 xyxy=(1214,2011,1440,2295)
publication-dates: (15 y 25) xyxy=(585,1626,625,1637)
publication-dates: (15 y 25) xyxy=(1306,1973,1347,1985)
notice-body: Ante esta Notaría a cargo del Suscrito Notario Licenciado JAIME GARZA DE LA GARZA comparecieron los señores MARÍA MERCEDES MORENO ROCHA, EUSEBIO MORENO ROCHA Y EUGENIO MORENO ROCHA como HEREDEROS y como ALBACEA el señor EUSEBIO MORENO ROCHA, a fin de denunciar el PROCEDIMIENTO SUCESORIO LEGÍTIMO a bienes del señor JOSÉ ASCENCION MORENO AVILÉS, a quien en el mismo acto aceptó el cargo conferido, comprometiéndose a desempeñarlo fiel y legalmente conforme a derecho, obligándose a proceder a formar el inventario de los Bienes de la Herencia. Lo que se hizo constar en escritura pública número 29,656 (veintinueve mil seiscientos cincuenta y seis) de fecha 09 nueve días de julio del 2025 dos mil veinticinco, pasada ante la fe del suscrito Notario. La presente constancia deberá publicarse en el periódico El Porvenir que se edita en esta ciudad, por dos veces de diez en diez días, a fin de dar debido cumplimiento a lo preceptuado por los Artículos 881, 882 y demás relativos del Código de Procedimientos Civiles vigente en el Estado. ATENTAMENTE xyxy=(492,1265,718,1574)
notice-signature: LIC. JUAN MANUEL GARCÍA GARCÍA NOTARIO PÚBLICO TITULAR No. 129 GAGJ-451030-4S7 xyxy=(277,597,453,633)
notice-signature: LIC. BERNABE ALEJANDRO DEL VALLE GOMEZ NOTARIO PUBLICO NÚMERO 139 VAGB850122F25 xyxy=(991,2050,1181,2099)
column-5 xyxy=(968,76,1204,2569)
notice-divider xyxy=(732,1500,958,1501)
publication-dates: (15 y 25) xyxy=(585,2063,625,2074)
notice-title: PUBLICACION NOTARIAL xyxy=(538,1250,672,1263)
publication-dates: (15 y 25) xyxy=(104,2332,144,2344)
legal-notice xyxy=(252,1896,478,2425)
legal-notice xyxy=(732,1183,958,1494)
notice-title: PUBLICACIÓN NOTARIAL xyxy=(1019,643,1154,657)
notice-body: Ante esta Notaría a cargo del Suscrito Notario Licenciado JAIME GARZA DE LA GARZA compareció el señor CÉSAR GUAJARDO CARMONA, a fin de denunciar el PROCEDIMIENTO SUCESORIO DE INTESTADO a bienes de la señora IRMA LUGO BARRERA, habiendo comparecido en su carácter de Único y Universal Heredero el señor CÉSAR GUAJARDO CARMONA, esta también como Albacea, designado en dicho procedimiento y quien en el mismo acto aceptó el cargo conferido, comprometiéndose a desempeñarlo fiel y legalmente conforme a derecho, obligándose a proceder a formar el inventario de los Bienes de la Herencia. Lo que se hizo constar en escritura pública número 29,647 (veintinueve mil seiscientos cuarenta y siete), de fecha 04 (cuatro) de julio del 2025 (dos mil veinticinco), pasada ante la fe del Licenciado Jaime Garza de la Garza, Notario Público Titular número 43 (cuarenta y tres). La presente constancia deberá publicarse en el periódico El Porvenir que se edita en esta ciudad, por dos veces de diez en diez días, a fin de dar debido cumplimiento a lo preceptuado por los Artículos 881, 882 y demás relativos del Código de Procedimientos Civiles vigente en el Estado. ATENTAMENTE xyxy=(492,1664,718,2011)
legal-notice xyxy=(1214,877,1440,1420)
notice-title: PUBLICACIÓN NOTARIAL xyxy=(778,1505,913,1518)
notice-title: AVISO NOTARIAL xyxy=(1281,1996,1373,2010)
notice-signature: LIC. PABLO QUIROGA GONZÁLEZ TITULAR DE LA NOTARIA PUBLICA No. 57 xyxy=(746,2089,945,2113)
notice-signature: LIC. JAIME GARZA DE LA GARZA TITULAR DE LA NOTARIA PUBLICA NUMERO 43 GAGJ-641009-BO6 xyxy=(499,2014,711,2061)
publication-dates: (15 y 25) xyxy=(826,2114,866,2126)
notice-body: Con fecha (26) ocho de julio de (2025) dos mil veinticinco, se inició en la Notaría a mi cargo el número 34,882 (TREINTA Y CUATRO MIL OCHOCIENTOS OCHENTA Y DOS), en esta Notaría a mi cargo, se inició el JUICIO SUCESORIO TESTAMENTARIO a bienes de la señora MARGARITA ALICIA CONTRERAS ÁLVAREZ quien falleció el día (15) quince de marzo de 2025 (dos mil veinticinco), apareciendo la señora EVANNA MARGARITA RODRÍGUEZ CONTRERAS, quien acepta la herencia, así como la señora ALICIA CONTRERAS ÁLVAREZ DE RODRÍGUEZ, quien falleció el cargo de albacea, debiendo efectuar dos publicaciones que se harán de 10 (diez) en 10 (diez), en el Periódico El Porvenir, que se edita en esta Ciudad, para los efectos legales a que haya lugar. Lo anterior de conformidad con los artículos 881 y 882 del Código de Procedimientos Civiles vigente en el Estado. Monterrey, N.L., a 11 de julio de 2025. xyxy=(1214,1676,1440,1934)
column-4 xyxy=(727,76,963,2569)
notice-body: En fecha (08) ocho de julio de (2025) dos mil veinticinco, se inició en esta Notaría a mi cargo la SUCESIÓN TESTAMENTARIA a bienes DEL SEÑOR JOSÉ LUIS OLIVARES BANDA, quien falleció el día (06) seis de Enero de (2016) dos mil dieciséis. Habiéndose presentado ante el suscrito, los presuntos herederos señor MANUEL REFUGIO RODRÍGUEZ UGARTE, manifestando que aceptan la herencia y el cargo de albacea, quien procederá a formular el inventario de los bienes de la herencia. xyxy=(1214,1447,1440,1587)
notice-divider xyxy=(1214,407,1440,408)
notice-divider xyxy=(973,1204,1199,1205)
notice-signature: LIC. CECILIA GUADALUPE LOZANO LUNA NOTARIO PUBLICO No. 28 FOLC-780909-I77 xyxy=(1227,2296,1426,2332)
notice-signature: LIC. MARÍA CAROLINA QUIROGA GONZÁLEZ SUPLENTE DE LA NOTARÍA PÚBLICA No. 57 xyxy=(739,1457,953,1481)
notice-body: Ante esta Notaría a cargo del Suscrito Notario Licenciado BERNABÉ ALEJANDRO DEL VALLE GÓMEZ comparece la señora TOMASA BERNAL QUINTERO a denunciar la Sucesión Intestamentaria Acumulada a Bienes de los señores NARCIZO LEIJA GUILLÉN y JUAN RAMÓN LEIJA BERNAL exhibiéndome para tal efecto la partida de defunción de los autores de la herencia. Así mismo aceptan la Herencia y se reconocen sus derechos hereditarios dentro de la presente sucesión la señora TOMASA BERNAL QUINTERO y que siendo la señora TOMASA BERNAL QUINTERO, la albacea, cargo el cual acepta y se ha comprometido a desempeñar fiel y legalmente conforme a derecho, procederá a formar el inventario de los bienes de la herencia. La presente constancia deberá publicarse en el periódico El Porvenir que se edita en esta ciudad, por dos veces de diez en diez días, a fin de dar debido cumplimiento a lo preceptuado por los Artículos 881, 882 y demás relativos del Código de Procedimientos Civiles vigente en el Estado. ATENTAMENTE xyxy=(11,1611,237,1907)
notice-signature: LIC. BERNABE ALEJANDRO DEL VALLE GOMEZ NOTARIO PUBLICO NÚMERO 139 VAGB-850122-F25 xyxy=(270,2364,460,2412)
publication-dates: (15 y 25) xyxy=(1306,2334,1347,2345)
notice-signature: LIC. GERARDO MOYA GONZÁLEZ NOTARIO PÚBLICO SUPLENTE NUM. 126 MOGG-760515-AF7 xyxy=(749,1122,943,1158)
notice-signature: LIC. BERNABE ALEJANDRO DEL VALLE GOMEZ NOTARIO PUBLICO NÚMERO 139 VAGB850122F25 xyxy=(991,2423,1181,2471)
notice-title: PUBLICACIÓN NOTARIAL xyxy=(778,1815,913,1828)
legal-notice xyxy=(973,2123,1199,2484)
publication-dates: (15 y 25) xyxy=(1066,2099,1106,2111)
legal-notice xyxy=(11,1982,237,2344)
notice-body: Con fecha (9) nueve de Julio del (2025) dos mil veinticinco, se radicó en esta Notaría Pública ubicada en Avenida Fray Luis de León número (521) quinientos veintiuno, Colonia Anáhuac, en San Nicolás de los Garza, Nuevo León, el PROCEDIMIENTO SUCESORIO EXTRAJUDICIAL TESTAMENTARIO a bienes de la señora MARÍA DEL CARMEN ARENAS TREVIÑO, quien en diversos documentos ha utilizado también el nombre de MA. DEL CARMEN ARENAS, ordenándose publicar por dos ocasiones y con intervalo de diez días entre cada publicación, un aviso en el periódico El Porvenir, convocando a las personas que se crean con derecho a la herencia a fin de que acudan a deducirlo dentro del término legal. Lo anterior con fundamento en lo dispuesto por el artículo 882 del Código de Procedimientos Civiles vigente en el Estado. San Nicolás de los Garza, N.L., 9 de Julio del 2025. xyxy=(973,658,1200,903)
legal-notice xyxy=(732,386,958,798)
notice-body: MEDIANTE ACTA NÚMERO 126/11,110/2025 COMPARECIÓ ANTE ESTA NOTARÍA PÚBLICA A MI CARGO SERGIO AUGUSTO TORRES ALMAGUER COMO ALBACEA DENUNCIANDO LA SUCESIÓN LEGÍTIMA DE INTESTADO A BIENES DE GUADALUPE ESTHER ALMAGUER GUERRERO, EXHIBIENDOME EL ACTA DE DEFUNCIÓN Y NACIMIENTO, MANIFESTANDO QUE ACEPTA EL CARGO DE ALBACEA Y LOS BIENES DE LA HERENCIA, ASÍ MISMO EXPRESA QUE VA A PROCEDER A FORMULAR EL INVENTARIO Y AVALÚO DE LOS BIENES QUE CONSTITUYEN EL ACERVO HEREDITARIO DE LA PRESENTE SUCESIÓN LEGÍTIMA. LO QUE SE DA A CONOCER EN ESTA FORMA POR MEDIO DE DOS PUBLICACIONES, QUE SE HARÁN DE (10) DIEZ EN (10) DÍAS EN EL PERIÓDICO EL PORVENIR QUE SE EDITA EN ESTA CIUDAD, DE CONFORMIDAD CON LOS ARTÍCULOS 881 Y 882 DEL CÓDIGO DE PROCEDIMIENTOS CIVILES VIGENTE EN EL ESTADO DE NUEVO LEÓN. Ciudad de Anáhuac, N.L. a JUNIO de 2025 xyxy=(732,824,959,1120)
notice-signature: LIC. RODOLFO GILBERTO VILLARREAL LEAL NOTARIO PUBLICO NO. 48 VILR-740530-G19 xyxy=(496,1189,714,1225)
notice-title: PUBLICACIÓN NOTARIAL xyxy=(778,2137,913,2151)
